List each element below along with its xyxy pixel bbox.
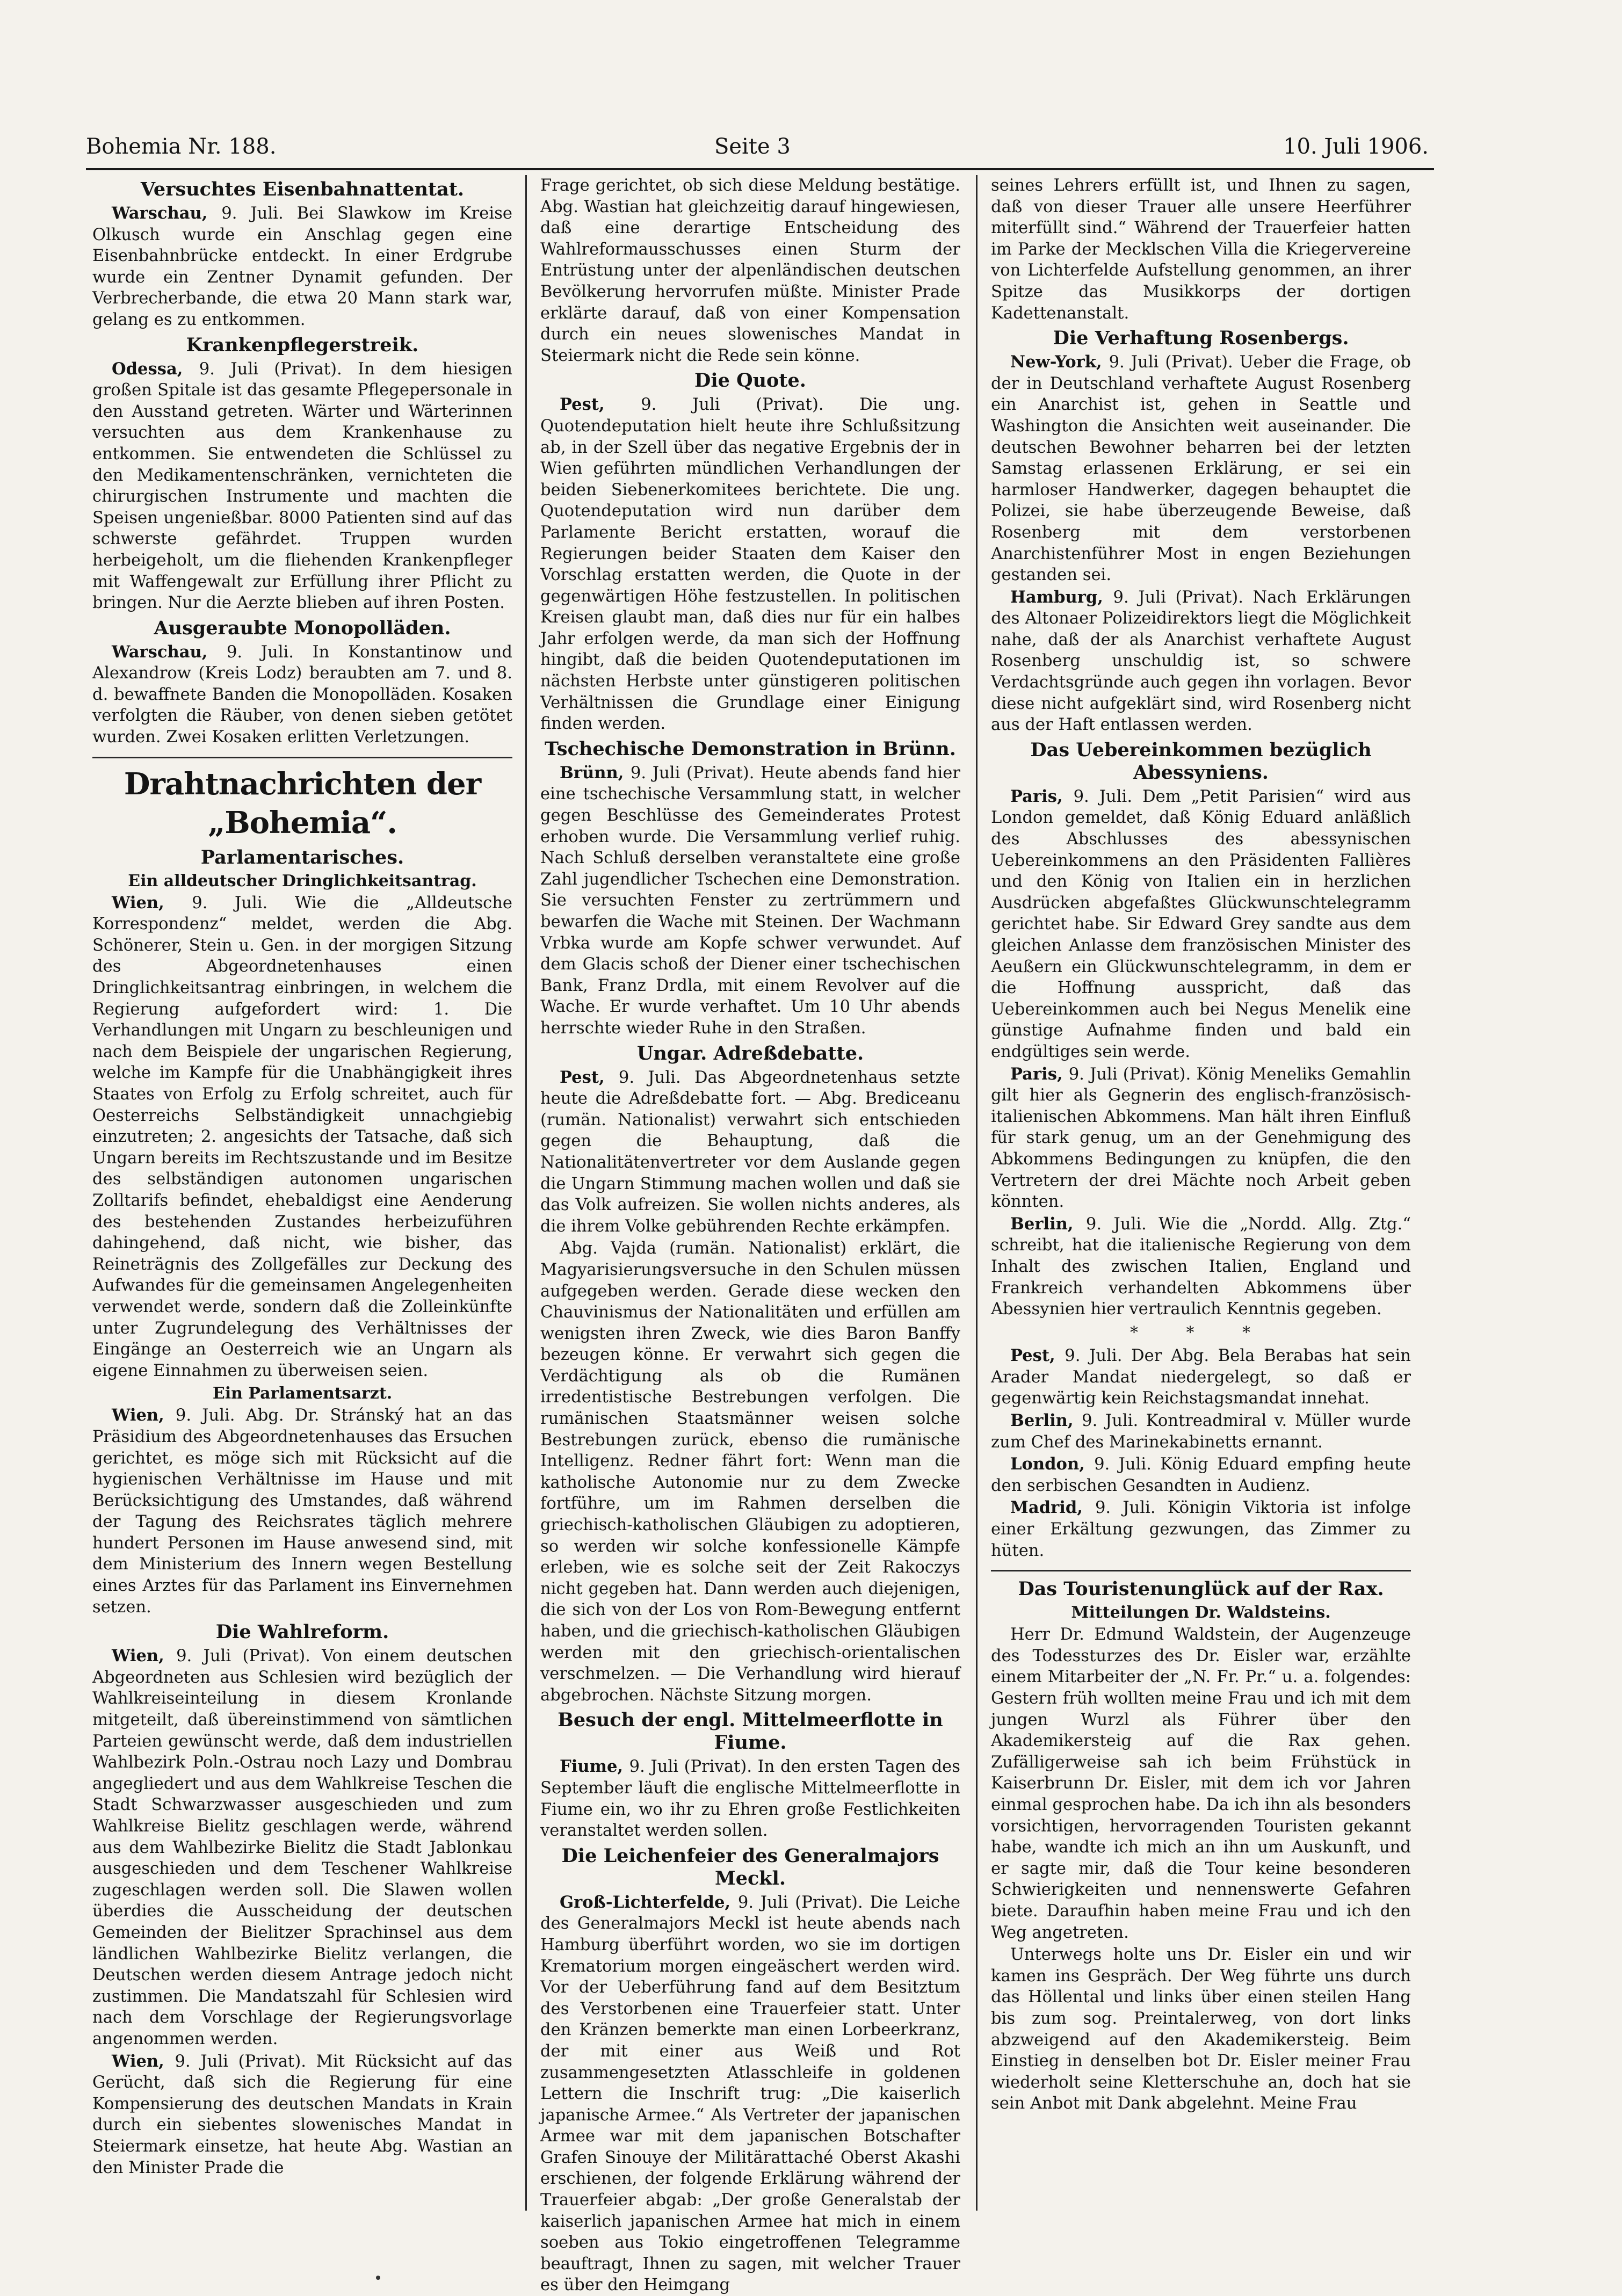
paragraph-text: 9. Juli. In Konstantinow und Alexandrow (Kreis Lodz) beraubten am 7. und 8. d. bewaffnete Banden die Monopolläden. Kosaken verfolgten die Räuber, von denen sieben getötet wurden. Zwei Kosaken erlitten Verletzungen.	[92, 642, 512, 747]
column-divider	[976, 175, 977, 2211]
dateline: Odessa,	[112, 359, 199, 379]
article-headline: Ausgeraubte Monopolläden.	[154, 617, 451, 639]
section-rule	[92, 757, 512, 758]
paragraph-text: 9. Juli. König Eduard empfing heute den serbischen Gesandten in Audienz.	[991, 1455, 1411, 1495]
article-paragraph	[92, 203, 512, 331]
paragraph-text: 9. Juli (Privat). Nach Erklärungen des Altonaer Polizeidirektors liegt die Möglichkeit nahe, daß der als Anarchist verhaftete August Rosenberg unschuldig ist, so schwere Verdachtsgründe auch gegen ihn vorlagen. Bevor diese nicht aufgeklärt sind, wird Rosenberg nicht aus der Haft entlassen werden.	[991, 588, 1411, 735]
dateline: Wien,	[112, 893, 192, 912]
column-3	[991, 175, 1411, 2211]
article-headline: Die Wahlreform.	[215, 1621, 389, 1643]
article-paragraph	[540, 394, 960, 735]
column-divider	[525, 175, 527, 2211]
paragraph-text: 9. Juli. Abg. Dr. Stránský hat an das Präsidium des Abgeordnetenhauses das Ersuchen gerichtet, es möge sich mit Rücksicht auf die hygienischen Verhältnisse im Hause und mit Berücksichtigung des Umstandes, daß während der Tagung des Reichsrates täglich mehrere hundert Personen im Hause anwesend sind, mit dem Ministerium des Innern wegen Bestellung eines Arztes für das Parlament ins Einvernehmen setzen.	[92, 1406, 513, 1617]
article-paragraph	[92, 642, 512, 748]
dateline: Pest,	[560, 1067, 619, 1087]
ink-speck	[376, 2276, 380, 2280]
article-headline: Das Uebereinkommen bezüglich Abessyniens.	[1030, 738, 1372, 784]
separator-stars: * * *	[1129, 1323, 1272, 1342]
article-paragraph	[991, 1410, 1411, 1453]
paragraph-text: Unterwegs holte uns Dr. Eisler ein und wir kamen ins Gespräch. Der Weg führte uns durch das Höllental und links über einen steilen Hang bis zum sog. Preintalerweg, von dort links abzweigend auf den Akademikersteig. Beim Einstieg in denselben bot Dr. Eisler meiner Frau wiederholt seine Kletterschuhe an, doch hat sie sein Anbot mit Dank abgelehnt. Meine Frau	[991, 1945, 1411, 2113]
dateline: Brünn,	[560, 763, 631, 783]
paragraph-text: 9. Juli (Privat). Von einem deutschen Abgeordneten aus Schlesien wird bezüglich der Wahlkreiseinteilung in diesem Kronlande mitgeteilt, daß übereinstimmend von sämtlichen Parteien gewünscht werde, daß dem industriellen Wahlbezirk Poln.-Ostrau noch Lazy und Dombrau angegliedert und aus dem Wahlkreise Teschen die Stadt Schwarzwasser ausgeschieden und zum Wahlkreise Bielitz geschlagen werde, während aus dem Wahlbezirke Bielitz die Stadt Jablonkau ausgeschieden und dem Teschener Wahlkreise zugeschlagen werden soll. Die Slawen wollen überdies die Ausscheidung der deutschen Gemeinden der Bielitzer Sprachinsel aus dem ländlichen Wahlbezirke Bielitz verlangen, die Deutschen werden diesem Antrage jedoch nicht zustimmen. Die Mandatszahl für Schlesien wird nach dem Vorschlage der Regierungsvorlage angenommen werden.	[92, 1647, 512, 2048]
article-paragraph	[92, 1646, 512, 2049]
section-rule	[991, 1570, 1411, 1571]
article-subheadline: Mitteilungen Dr. Waldsteins.	[1071, 1603, 1331, 1623]
article-headline: Die Leichenfeier des Generalmajors Meckl.	[561, 1844, 939, 1889]
paragraph-text: 9. Juli. Bei Slawkow im Kreise Olkusch wurde ein Anschlag gegen eine Eisenbahnbrücke entdeckt. In einer Erdgrube wurde ein Zentner Dynamit gefunden. Der Verbrecherbande, die etwa 20 Mann stark war, gelang es zu entkommen.	[92, 204, 512, 329]
article-paragraph	[991, 175, 1411, 324]
article-paragraph	[92, 2051, 512, 2179]
article-headline: Tschechische Demonstration in Brünn.	[545, 737, 956, 760]
article-headline: Die Verhaftung Rosenbergs.	[1053, 327, 1349, 350]
section-banner: Drahtnachrichten der „Bohemia“.	[124, 766, 481, 841]
paragraph-text: 9. Juli. Wie die „Nordd. Allg. Ztg.“ schreibt, hat die italienische Regierung von dem Inhalt des zwischen Italien, England und Frankreich verhandelten Abkommens über Abessynien hier vertraulich Kenntnis gegeben.	[991, 1214, 1411, 1319]
article-paragraph	[92, 893, 512, 1382]
paragraph-text: 9. Juli. Königin Viktoria ist infolge einer Erkältung gezwungen, das Zimmer zu hüten.	[991, 1498, 1411, 1560]
paragraph-text: 9. Juli (Privat). Ueber die Frage, ob der in Deutschland verhaftete August Rosenberg ein Anarchist ist, gehen in Seattle und Washington die Ansichten weit auseinander. Die deutschen Bewohner beharren bei der letzten Samstag erlassenen Erklärung, er sei ein harmloser Handwerker, dagegen behauptet die Polizei, sie habe überzeugende Beweise, daß Rosenberg mit dem verstorbenen Anarchistenführer Most in engen Beziehungen gestanden sei.	[991, 353, 1411, 585]
column-1	[92, 175, 512, 2211]
dateline: Berlin,	[1010, 1214, 1086, 1234]
paragraph-text: 9. Juli (Privat). König Meneliks Gemahlin gilt hier als Gegnerin des englisch-französisch-italienischen Abkommens. Man hält ihren Einfluß für stark genug, um an der Genehmigung des Abkommens Bedingungen zu knüpfen, die den Vertretern der drei Mächte noch Arbeit geben könnten.	[991, 1064, 1411, 1212]
paragraph-text: 9. Juli (Privat). Die Leiche des Generalmajors Meckl ist heute abends nach Hamburg überführt worden, wo sie im dortigen Krematorium morgen eingeäschert werden wird. Vor der Ueberführung fand auf dem Besitztum des Verstorbenen eine Trauerfeier statt. Unter den Kränzen bemerkte man einen Lorbeerkranz, der mit einer aus Weiß und Rot zusammengesetzten Atlasschleife in goldenen Lettern die Inschrift trug: „Die kaiserlich japanische Armee.“ Als Vertreter der japanischen Armee war mit dem japanischen Botschafter Grafen Sinouye der Militärattaché Oberst Akashi erschienen, der folgende Erklärung während der Trauerfeier abgab: „Der große Generalstab der kaiserlich japanischen Armee hat mich in einem soeben aus Tokio eingetroffenen Telegramme beauftragt, Ihnen zu sagen, mit welcher Trauer es über den Heimgang	[540, 1893, 960, 2295]
paragraph-text: 9. Juli. Kontreadmiral v. Müller wurde zum Chef des Marinekabinetts ernannt.	[991, 1411, 1411, 1452]
article-headline: Besuch der engl. Mittelmeerflotte in Fiume.	[557, 1709, 943, 1754]
article-paragraph	[540, 1238, 960, 1706]
article-subheadline: Ein Parlamentsarzt.	[212, 1384, 393, 1403]
dateline: Paris,	[1010, 1064, 1069, 1084]
paragraph-text: 9. Juli (Privat). Die ung. Quotendeputation hielt heute ihre Schlußsitzung ab, in der Szell über das negative Ergebnis der in Wien geführten mündlichen Verhandlungen der beiden Siebenerkomitees berichtete. Die ung. Quotendeputation wird nun darüber dem Parlamente Bericht erstatten, worauf die Regierungen beider Staaten dem Kaiser den Vorschlag erstatten werden, die Quote in der gegenwärtigen Höhe festzustellen. In politischen Kreisen glaubt man, daß dies nur für ein halbes Jahr erfolgen werde, da man sich der Hoffnung hingibt, daß die beiden Quotendeputationen im nächsten Herbste unter günstigeren politischen Verhältnissen die Grundlage einer Einigung finden werden.	[540, 395, 961, 734]
paragraph-text: 9. Juli. Der Abg. Bela Berabas hat sein Arader Mandat niedergelegt, so daß er gegenwärtig kein Reichstagsmandat innehat.	[991, 1346, 1411, 1408]
paragraph-text: 9. Juli. Wie die „Alldeutsche Korrespondenz“ meldet, werden die Abg. Schönerer, Stein u. Gen. in der morgigen Sitzung des Abgeordnetenhauses einen Dringlichkeitsantrag einbringen, in welchem die Regierung aufgefordert wird: 1. Die Verhandlungen mit Ungarn zu beschleunigen und nach dem Beispiele der ungarischen Regierung, welche im Kampfe für die Unabhängigkeit ihres Staates von Erfolg zu Erfolg schreitet, auch für Oesterreichs Selbständigkeit unnachgiebig einzutreten; 2. angesichts der Tatsache, daß sich Ungarn bereits im Rechtszustande und im Besitze des selbständigen autonomen ungarischen Zolltarifs befindet, ehebaldigst eine Aenderung des bestehenden Zustandes herbeizuführen dahingehend, daß nicht, wie bisher, das Reineträgnis des Zollgefälles zur Deckung des Aufwandes für die gemeinsamen Angelegenheiten verwendet werde, sondern daß die Zolleinkünfte unter Zugrundelegung des Verhältnisses der Eingänge an Oesterreich wie an Ungarn als eigene Einnahmen zu überweisen seien.	[92, 893, 513, 1380]
article-paragraph	[540, 763, 960, 1039]
article-subheadline: Ein alldeutscher Dringlichkeitsantrag.	[128, 871, 477, 890]
paragraph-text: 9. Juli (Privat). Mit Rücksicht auf das Gerücht, daß sich die Regierung für eine Kompensierung des deutschen Mandats in Krain durch ein siebentes slowenisches Mandat in Steiermark einsetze, hat heute Abg. Wastian an den Minister Prade die	[92, 2052, 512, 2177]
dateline: Wien,	[112, 1406, 176, 1425]
article-paragraph	[991, 1345, 1411, 1409]
article-paragraph	[991, 1214, 1411, 1320]
masthead-issue: Bohemia Nr. 188.	[86, 134, 277, 159]
article-paragraph	[991, 1624, 1411, 1943]
article-paragraph	[540, 1067, 960, 1237]
paragraph-text: 9. Juli. Dem „Petit Parisien“ wird aus London gemeldet, daß König Eduard anläßlich des Abschlusses des abessynischen Uebereinkommens an den Präsidenten Fallières und den König von Italien ein in herzlichen Ausdrücken abgefaßtes Glückwunschtelegramm gerichtet habe. Sir Edward Grey sandte aus dem gleichen Anlasse dem französischen Minister des Aeußern ein Glückwunschtelegramm, in dem er die Hoffnung ausspricht, daß das Uebereinkommen auch bei Negus Menelik eine günstige Aufnahme finden und bald ein endgültiges sein werde.	[991, 787, 1411, 1061]
dateline: Fiume,	[560, 1757, 629, 1777]
issue-date: 10. Juli 1906.	[1283, 134, 1429, 159]
page-header	[86, 128, 1429, 165]
paragraph-text: 9. Juli (Privat). In den ersten Tagen des September läuft die englische Mittelmeerflotte in Fiume ein, wo ihr zu Ehren große Festlichkeiten veranstaltet werden sollen.	[540, 1757, 960, 1841]
article-headline: Ungar. Adreßdebatte.	[636, 1042, 864, 1064]
dateline: Warschau,	[112, 642, 227, 662]
article-paragraph	[991, 1944, 1411, 2114]
dateline: Madrid,	[1010, 1498, 1095, 1518]
article-paragraph	[991, 1497, 1411, 1561]
dateline: Hamburg,	[1010, 587, 1113, 607]
article-paragraph	[92, 1405, 512, 1618]
article-paragraph	[991, 1064, 1411, 1213]
article-paragraph	[540, 175, 960, 366]
article-paragraph	[991, 1454, 1411, 1496]
dateline: Warschau,	[112, 204, 222, 223]
article-headline: Parlamentarisches.	[200, 846, 404, 868]
article-headline: Versuchtes Eisenbahnattentat.	[140, 178, 465, 200]
article-paragraph	[540, 1892, 960, 2296]
article-paragraph	[92, 359, 512, 614]
article-headline: Krankenpflegerstreik.	[186, 334, 419, 356]
dateline: Pest,	[560, 395, 641, 415]
paragraph-text: Herr Dr. Edmund Waldstein, der Augenzeuge des Todessturzes des Dr. Eisler war, erzählte einem Mitarbeiter der „N. Fr. Pr.“ u. a. folgendes: Gestern früh wollten meine Frau und ich mit dem jungen Wurzl als Führer über den Akademikersteig auf die Rax gehen. Zufälligerweise sah ich beim Frühstück in Kaiserbrunn Dr. Eisler, mit dem ich vor Jahren einmal gesprochen habe. Da ich ihn als besonders vorsichtigen, hervorragenden Touristen gekannt habe, wandte ich mich an ihn um Auskunft, und er sagte mir, daß die Tour keine besonderen Schwierigkeiten und nennenswerte Gefahren biete. Daraufhin haben meine Frau und ich den Weg angetreten.	[991, 1625, 1411, 1942]
paragraph-text: 9. Juli (Privat). Heute abends fand hier eine tschechische Versammlung statt, in welcher gegen Beschlüsse des Gemeinderates Protest erhoben wurde. Die Versammlung verlief ruhig. Nach Schluß derselben veranstaltete eine große Zahl jugendlicher Tschechen eine Demonstration. Sie versuchten Fenster zu zertrümmern und bewarfen die Wache mit Steinen. Der Wachmann Vrbka wurde am Kopfe schwer verwundet. Auf dem Glacis schoß der Diener einer tschechischen Bank, Franz Drdla, mit einem Revolver auf die Wache. Er wurde verhaftet. Um 10 Uhr abends herrschte wieder Ruhe in den Straßen.	[540, 763, 961, 1038]
paragraph-text: 9. Juli (Privat). In dem hiesigen großen Spitale ist das gesamte Pflegepersonale in den Ausstand getreten. Wärter und Wärterinnen versuchten aus dem Krankenhause zu entkommen. Sie entwendeten die Schlüssel zu den Medikamentenschränken, vernichteten die chirurgischen Instrumente und machten die Speisen ungenießbar. 8000 Patienten sind auf das schwerste gefährdet. Truppen wurden herbeigeholt, um die fliehenden Krankenpfleger mit Waffengewalt zur Erfüllung ihrer Pflicht zu bringen. Nur die Aerzte blieben auf ihren Posten.	[92, 359, 512, 613]
dateline: London,	[1010, 1454, 1095, 1474]
dateline: Paris,	[1010, 786, 1074, 806]
article-headline: Die Quote.	[694, 370, 806, 392]
dateline: Pest,	[1010, 1346, 1065, 1366]
article-headline: Das Touristenunglück auf der Rax.	[1018, 1578, 1384, 1600]
dateline: Wien,	[112, 1646, 177, 1666]
paragraph-text: 9. Juli. Das Abgeordnetenhaus setzte heute die Adreßdebatte fort. — Abg. Brediceanu (rumän. Nationalist) verwahrt sich entschieden gegen die Behauptung, daß die Nationalitätenvertreter vor dem Auslande gegen die Ungarn Stimmung machen wollen und daß sie das Volk aufreizen. Sie wollen nichts anderes, als die ihrem Volke gebührenden Rechte erkämpfen.	[540, 1068, 960, 1236]
article-paragraph	[540, 1756, 960, 1841]
paragraph-text: Abg. Vajda (rumän. Nationalist) erklärt, die Magyarisierungsversuche in den Schulen müssen aufgegeben werden. Gerade diese wecken den Chauvinismus der Nationalitäten und erfüllen am wenigsten ihren Zweck, wie dies Baron Banffy bezeugen könne. Er verwahrt sich gegen die Verdächtigung als ob die Rumänen irredentistische Bestrebungen verfolgen. Die rumänischen Staatsmänner weisen solche Bestrebungen zurück, ebenso die rumänische Intelligenz. Redner fährt fort: Wenn man die katholische Autonomie nur zu dem Zwecke fortführe, um im Rahmen derselben die griechisch-katholischen Gläubigen zu adoptieren, so werden wir solche konfessionelle Kämpfe erleben, wie es solche seit der Zeit Rakoczys nicht gegeben hat. Dann werden auch diejenigen, die sich von der Los von Rom-Bewegung entfernt haben, und die griechisch-katholischen Gläubigen werden mit den griechisch-orientalischen verschmelzen. — Die Verhandlung wird hierauf abgebrochen. Nächste Sitzung morgen.	[540, 1239, 960, 1705]
dateline: Wien,	[112, 2051, 175, 2071]
page-number: Seite 3	[714, 134, 791, 159]
column-2	[540, 175, 961, 2295]
dateline: Groß-Lichterfelde,	[560, 1892, 738, 1912]
dateline: Berlin,	[1010, 1411, 1082, 1431]
dateline: New-York,	[1010, 352, 1109, 372]
article-paragraph	[991, 786, 1411, 1063]
paragraph-text: seines Lehrers erfüllt ist, und Ihnen zu sagen, daß von dieser Trauer alle unsere Heerführer miterfüllt sind.“ Während der Trauerfeier hatten im Parke der Mecklschen Villa die Kriegervereine von Lichterfelde Aufstellung genommen, an ihrer Spitze das Musikkorps der dortigen Kadettenanstalt.	[991, 176, 1411, 323]
article-paragraph	[991, 587, 1411, 736]
header-rule	[86, 168, 1434, 170]
paragraph-text: Frage gerichtet, ob sich diese Meldung bestätige. Abg. Wastian hat gleichzeitig darauf hingewiesen, daß eine derartige Entscheidung des Wahlreformausschusses einen Sturm der Entrüstung unter der alpenländischen deutschen Bevölkerung hervorrufen müßte. Minister Prade erklärte darauf, daß von einer Kompensation durch ein neues slowenisches Mandat in Steiermark nicht die Rede sein könne.	[540, 176, 960, 365]
article-paragraph	[991, 352, 1411, 586]
